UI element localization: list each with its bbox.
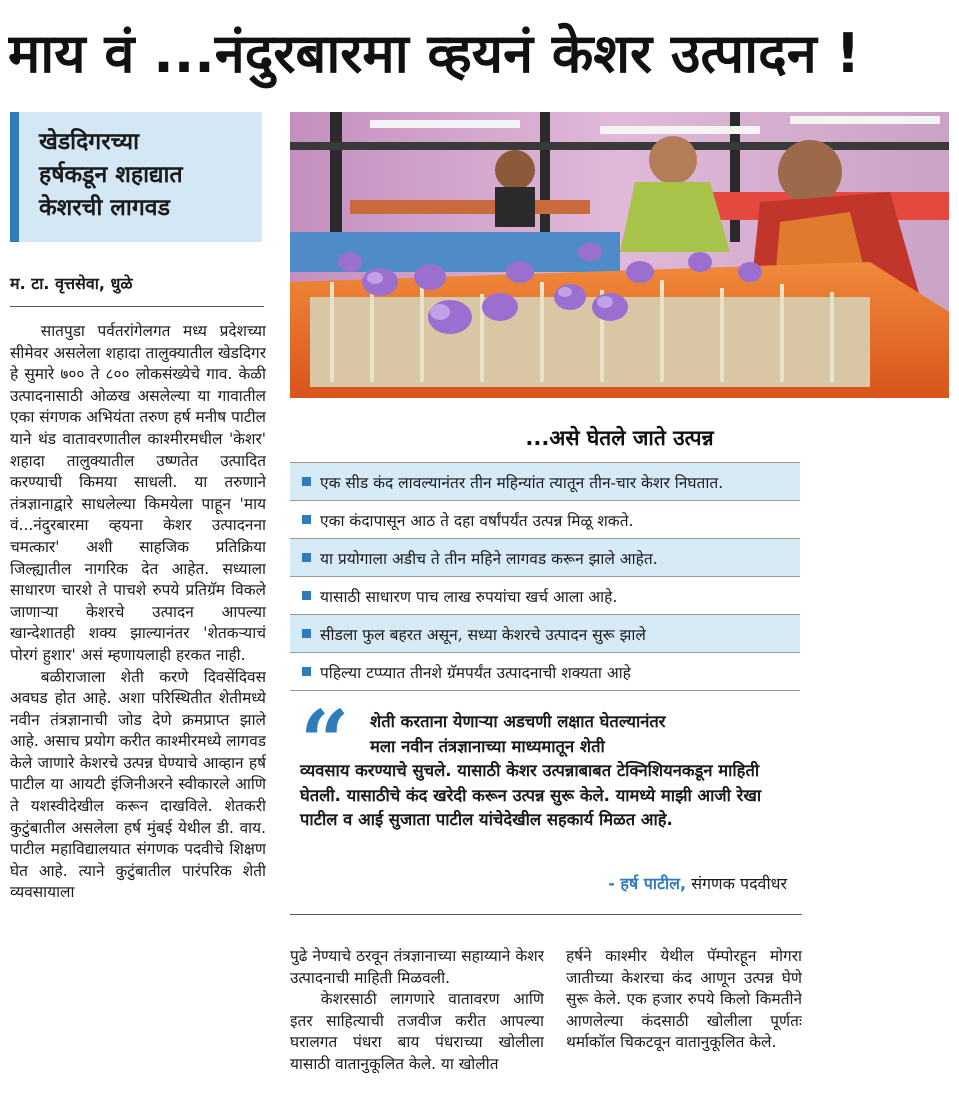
quote-mark-icon: “	[300, 692, 350, 793]
divider	[290, 690, 800, 691]
fact-item	[290, 462, 800, 500]
quote-attribution	[300, 872, 787, 894]
quote-author: - हर्ष पाटील,	[608, 874, 687, 893]
fact-text: सीडला फुल बहरत असून, सध्या केशरचे उत्पादन सुरू झाले	[320, 625, 646, 644]
paragraph: पुढे नेण्याचे ठरवून तंत्रज्ञानाच्या सहाय्याने केशर उत्पादनाची माहिती मिळवली.	[290, 947, 544, 987]
fact-text: या प्रयोगाला अडीच ते तीन महिने लागवड करून झाले आहेत.	[320, 549, 658, 568]
quote-line: मला नवीन तंत्रज्ञानाच्या माध्यमातून शेती	[370, 736, 605, 756]
fact-text: पहिल्या टप्प्यात तीनशे ग्रॅमपर्यंत उत्पादनाची शक्यता आहे	[320, 663, 631, 682]
bullet-square-icon	[302, 667, 311, 676]
divider	[10, 306, 264, 307]
fact-item	[290, 538, 800, 576]
subhead-line: हर्षकडून शहाद्यात	[39, 162, 183, 188]
pull-quote	[300, 710, 800, 833]
article-column-2	[290, 946, 544, 1098]
bullet-square-icon	[302, 553, 311, 562]
paragraph: हर्षने काश्मीर येथील पॅम्पोरहून मोगरा जातीच्या केशरचा कंद आणून उत्पन्न घेणे सुरू केले. एक हजार रुपये किलो किमतीने आणलेल्या कंदसाठी खोलीला पूर्णतः थर्माकॉल चिकटवून वातानुकूलित केले.	[566, 947, 802, 1052]
subhead-box	[10, 112, 262, 242]
article-column-3	[566, 946, 802, 1098]
fact-text: यासाठी साधारण पाच लाख रुपयांचा खर्च आला आहे.	[320, 587, 618, 606]
fact-item	[290, 652, 800, 690]
fact-text: एका कंदापासून आठ ते दहा वर्षांपर्यंत उत्पन्न मिळू शकते.	[320, 511, 634, 530]
info-title: ...असे घेतले जाते उत्पन्न	[525, 426, 714, 450]
byline: म. टा. वृत्तसेवा, धुळे	[10, 274, 133, 293]
bullet-square-icon	[302, 515, 311, 524]
paragraph: बळीराजाला शेती करणे दिवसेंदिवस अवघड होत आहे. अशा परिस्थितीत शेतीमध्ये नवीन तंत्रज्ञानाची जोड देणे क्रमप्राप्त झाले आहे. असाच प्रयोग करीत काश्मीरमध्ये लागवड केले जाणारे केशरचे उत्पन्न घेण्याचे आव्हान हर्ष पाटील या आयटी इंजिनीअरने स्वीकारले आणि ते यशस्वीदेखील करून दाखविले. शेतकरी कुटुंबातील असलेला हर्ष मुंबई येथील डी. वाय. पाटील महाविद्यालयात संगणक पदवीचे शिक्षण घेत आहे. त्याने कुटुंबातील पारंपरिक शेती व्यवसायाला	[10, 667, 266, 902]
paragraph: सातपुडा पर्वतरांगेलगत मध्य प्रदेशच्या सीमेवर असलेला शहादा तालुक्यातील खेडदिगर हे सुमारे ७०० ते ८०० लोकसंख्येचे गाव. केळी उत्पादनासाठी ओळख असलेल्या या गावातील एका संगणक अभियंता तरुण हर्ष मनीष पाटील याने थंड वातावरणातील काश्मीरमधील 'केशर' शहादा तालुक्यातील उष्णतेत उत्पादित करण्याची किमया साधली. या तरुणाने तंत्रज्ञानाद्वारे साधलेल्या किमयेला पाहून 'माय वं...नंदुरबारमा व्हयना केशर उत्पादनना चमत्कार' अशी साहजिक प्रतिक्रिया जिल्ह्यातील नागरिक देत आहेत. सध्याला साधारण चारशे ते पाचशे रुपये प्रतिग्रॅम विकले जाणाऱ्या केशरचे उत्पादन आपल्या खान्देशातही शक्य झाल्यानंतर 'शेतकऱ्याचं पोरगं हुशार' असं म्हणायलाही हरकत नाही.	[10, 322, 266, 664]
subhead-line: केशरची लागवड	[39, 195, 170, 221]
article-column-1	[10, 321, 266, 1097]
fact-item	[290, 614, 800, 652]
fact-item	[290, 576, 800, 614]
fact-text: एक सीड कंद लावल्यानंतर तीन महिन्यांत त्यातून तीन-चार केशर निघतात.	[320, 473, 724, 492]
bullet-square-icon	[302, 477, 311, 486]
headline: माय वं ...नंदुरबारमा व्हयनं केशर उत्पादन !	[8, 22, 861, 85]
saffron-photo-illustration	[290, 112, 949, 398]
saffron-photo	[290, 112, 949, 398]
divider	[290, 914, 802, 915]
bullet-square-icon	[302, 629, 311, 638]
paragraph: केशरसाठी लागणारे वातावरण आणि इतर साहित्याची तजवीज करीत आपल्या घरालगत पंधरा बाय पंधराच्या खोलीला यासाठी वातानुकूलित केले. या खोलीत	[290, 990, 544, 1073]
facts-list	[290, 462, 800, 691]
bullet-square-icon	[302, 591, 311, 600]
quote-line: व्यवसाय करण्याचे सुचले. यासाठी केशर उत्पन्नाबाबत टेक्निशियनकडून माहिती घेतली. यासाठीचे कंद खरेदी करून उत्पन्न सुरू केले. यामध्ये माझी आजी रेखा पाटील व आई सुजाता पाटील यांचेदेखील सहकार्य मिळत आहे.	[300, 761, 762, 829]
fact-item	[290, 500, 800, 538]
quote-role: संगणक पदवीधर	[686, 874, 787, 893]
quote-line: शेती करताना येणाऱ्या अडचणी लक्षात घेतल्यानंतर	[370, 712, 666, 731]
subhead-line: खेडदिगरच्या	[39, 129, 140, 155]
